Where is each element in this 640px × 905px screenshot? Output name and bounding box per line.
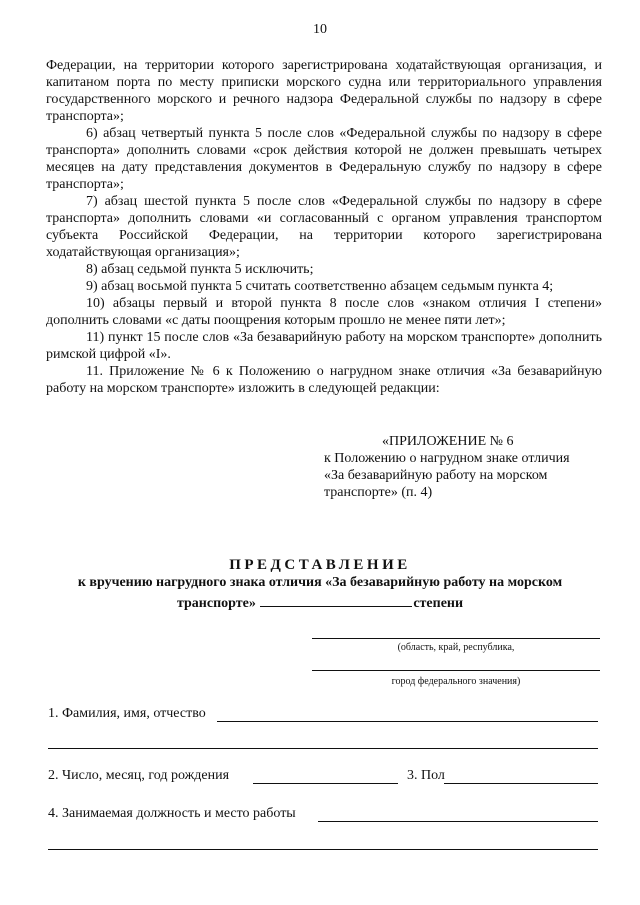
- name-field-label: 1. Фамилия, имя, отчество: [48, 706, 206, 721]
- appendix-line: к Положению о нагрудном знаке отличия: [324, 451, 570, 466]
- paragraph: 11. Приложение № 6 к Положению о нагрудном знаке отличия «За безаварийную работу на морском транспорте» изложить в следующей редакции:: [46, 364, 602, 396]
- paragraph: 10) абзацы первый и второй пункта 8 после слов «знаком отличия I степени» дополнить словами «с даты поощрения которым прошло не менее пяти лет»;: [46, 296, 602, 328]
- page-number: 10: [313, 22, 327, 37]
- region-field-line[interactable]: [312, 638, 600, 639]
- birth-field-label: 2. Число, месяц, год рождения: [48, 768, 230, 783]
- paragraph: 6) абзац четвертый пункта 5 после слов «Федеральной службы по надзору в сфере транспорта» дополнить словами «срок действия которой не должен превышать четырех месяцев на дату представления документов в Федеральную службу по надзору в сфере транспорта»;: [46, 126, 602, 192]
- paragraph: 9) абзац восьмой пункта 5 считать соответственно абзацем седьмым пункта 4;: [86, 279, 554, 294]
- subtitle-end: степени: [413, 596, 464, 611]
- subtitle-start: транспорте»: [176, 596, 256, 611]
- form-subtitle: к вручению нагрудного знака отличия «За безаварийную работу на морском: [77, 575, 563, 590]
- paragraph: 7) абзац шестой пункта 5 после слов «Федеральной службы по надзору в сфере транспорта» дополнить словами «и согласованный с органом управления транспортом субъекта Российской Федерации, на территории которого зарегистрирована ходатайствующая организация»;: [46, 194, 602, 260]
- city-field-line[interactable]: [312, 670, 600, 671]
- appendix-block: [324, 433, 614, 501]
- position-field-line[interactable]: [318, 821, 598, 822]
- region-caption: (область, край, республика,: [397, 642, 515, 653]
- paragraph: 11) пункт 15 после слов «За безаварийную работу на морском транспорте» дополнить римской цифрой «I».: [46, 330, 602, 362]
- body-text: [46, 57, 602, 397]
- form-subtitle-line2: [0, 592, 640, 613]
- degree-blank-line[interactable]: [260, 592, 412, 607]
- sex-field-label: 3. Пол: [407, 768, 445, 783]
- paragraph: Федерации, на территории которого зарегистрирована ходатайствующая организация, и капитаном порта по месту приписки морского судна или территориального управления государственного морского и речного надзора Федеральной службы по надзору в сфере транспорта»;: [46, 58, 602, 124]
- birth-field-line[interactable]: [253, 783, 398, 784]
- position-field-line-2[interactable]: [48, 849, 598, 850]
- paragraph: 8) абзац седьмой пункта 5 исключить;: [86, 262, 314, 277]
- sex-field-line[interactable]: [444, 783, 598, 784]
- city-caption: город федерального значения): [391, 676, 521, 687]
- position-field-label: 4. Занимаемая должность и место работы: [48, 806, 296, 821]
- form-heading: [0, 556, 640, 613]
- name-field-line[interactable]: [217, 721, 598, 722]
- appendix-title: «ПРИЛОЖЕНИЕ № 6: [382, 434, 514, 449]
- appendix-line: «За безаварийную работу на морском: [324, 468, 548, 483]
- appendix-line: транспорте» (п. 4): [324, 485, 433, 500]
- name-field-line-2[interactable]: [48, 748, 598, 749]
- form-title: ПРЕДСТАВЛЕНИЕ: [229, 557, 411, 573]
